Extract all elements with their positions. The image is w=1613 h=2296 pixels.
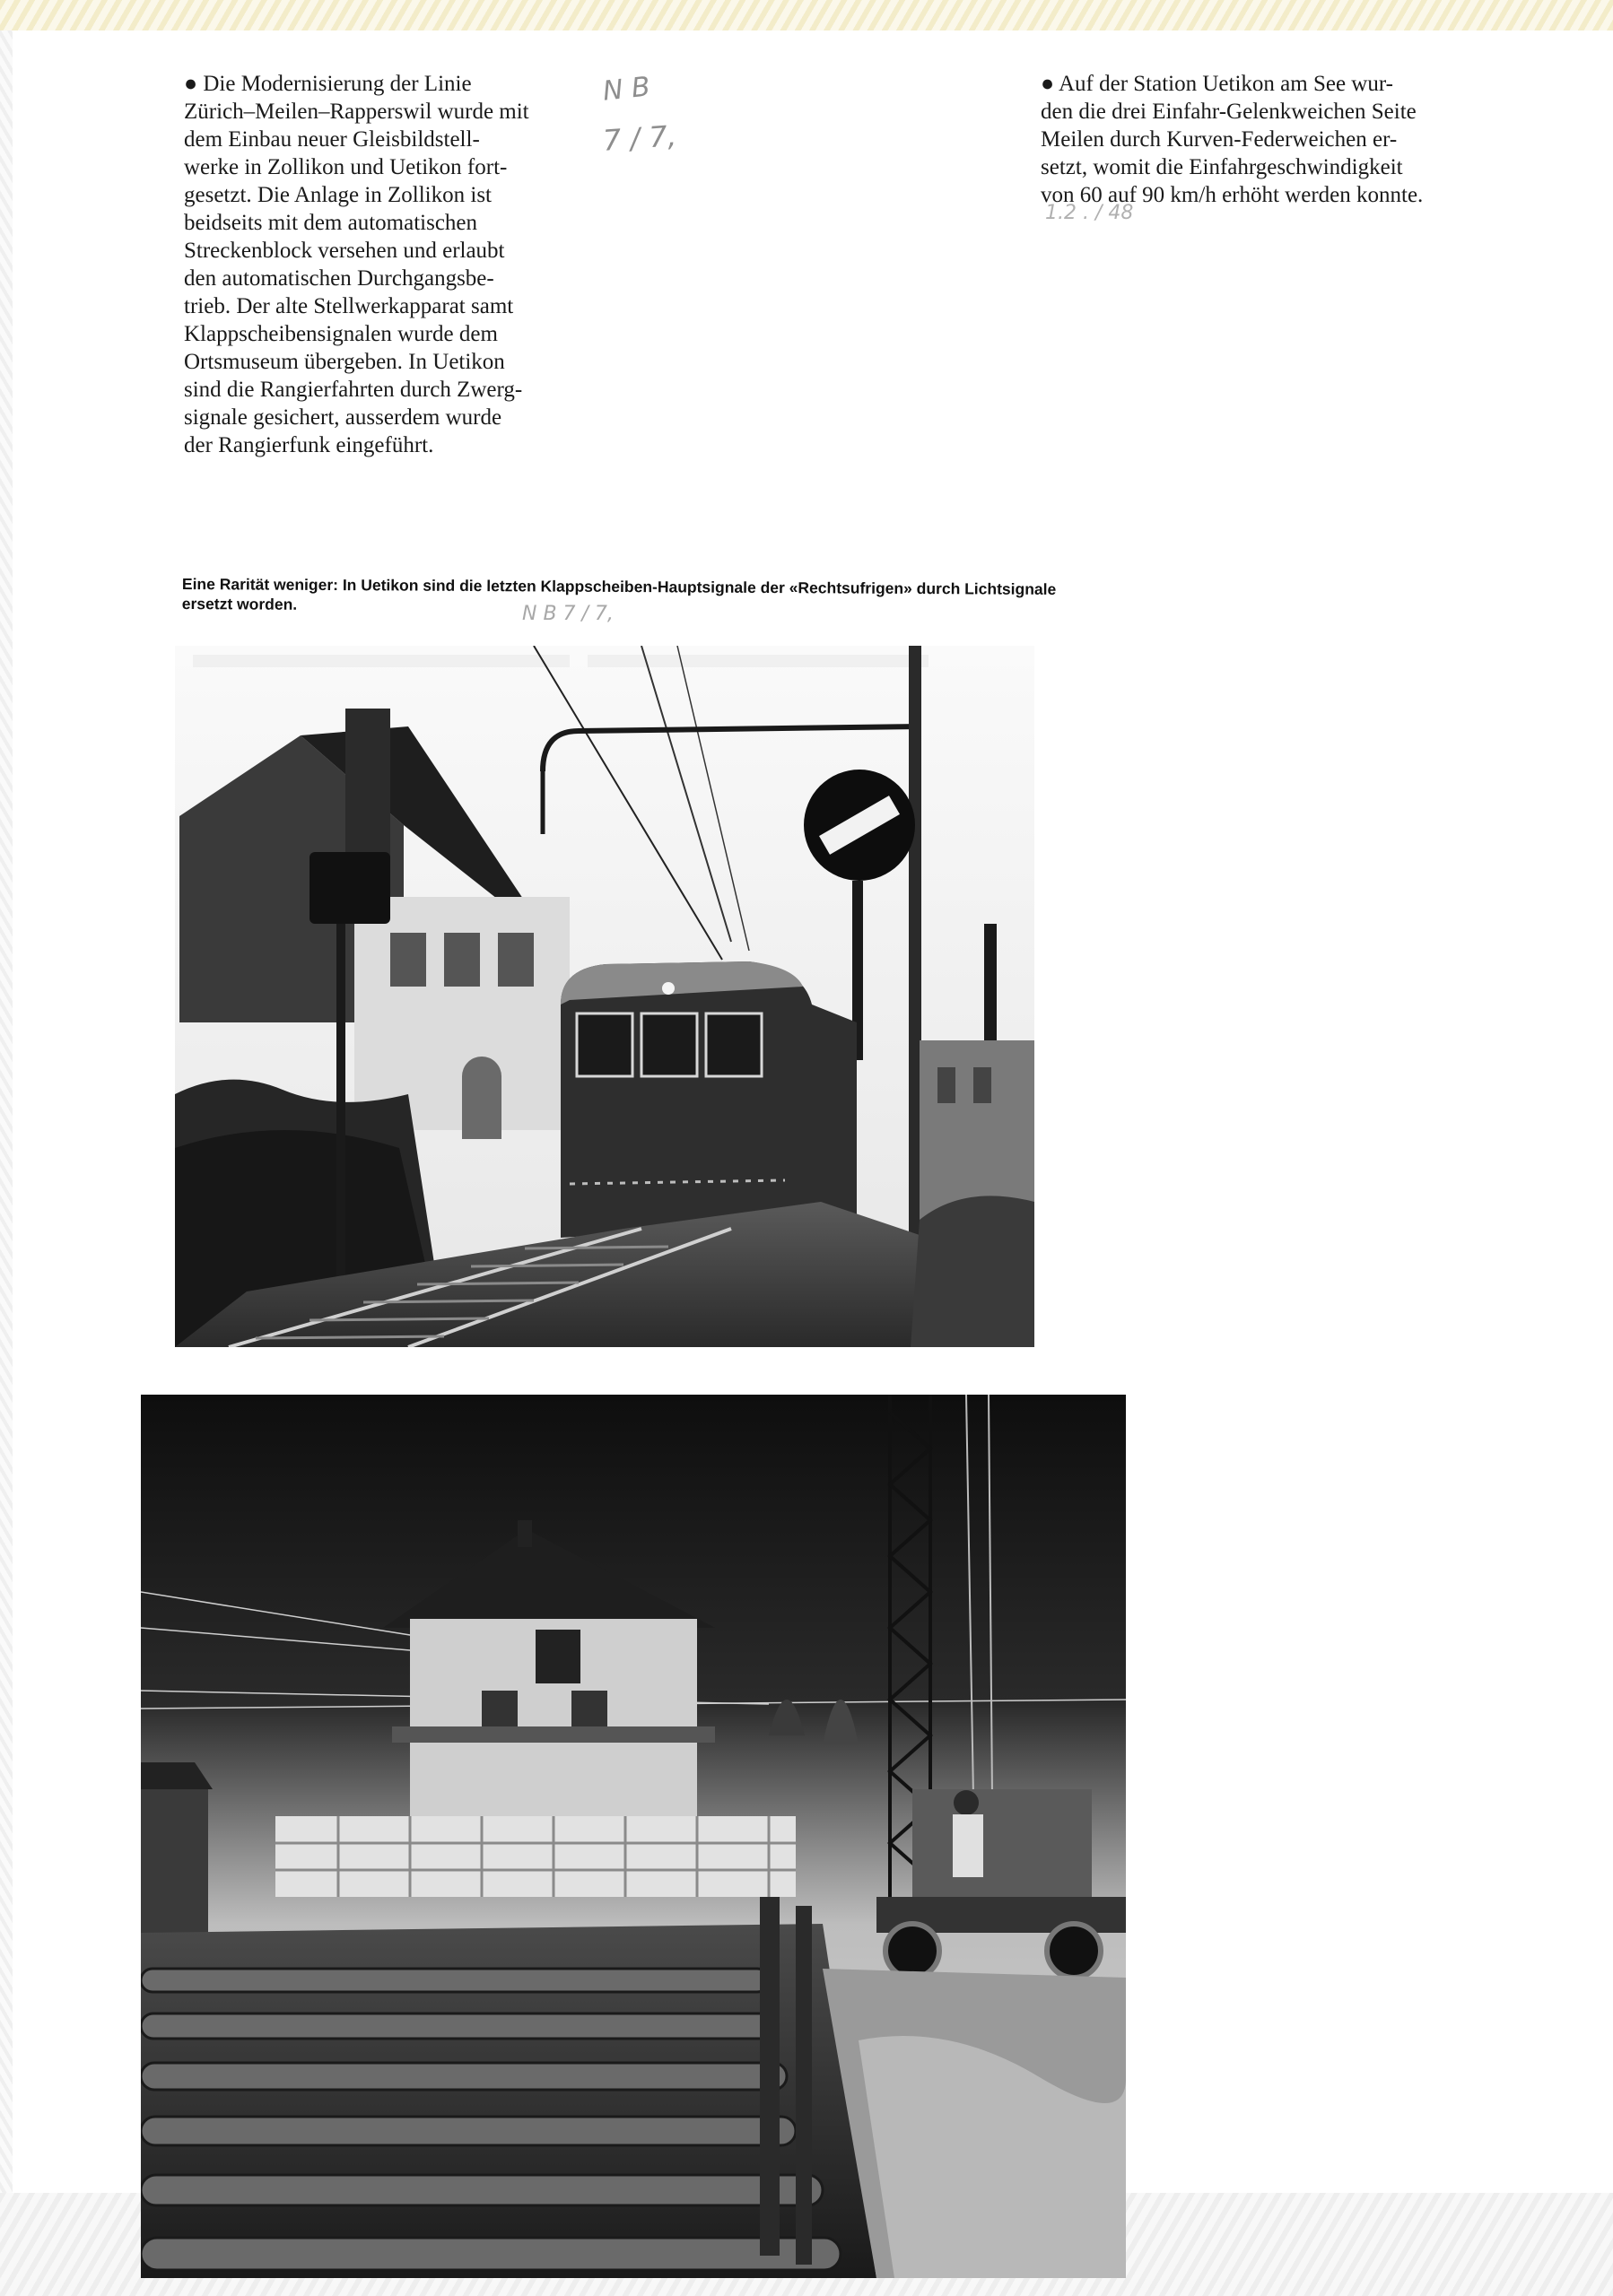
train-signal-photo (175, 646, 1034, 1347)
train-signal-photo-image (175, 646, 1034, 1347)
handwritten-note: 7 / 7, (601, 118, 678, 158)
handwritten-note: 1.2 . / 48 (1045, 202, 1134, 224)
station-construction-photo (141, 1395, 1126, 2278)
scan-border-top (0, 0, 1613, 30)
photo-caption: Eine Rarität weniger: In Uetikon sind die letzten Klappscheiben-Hauptsignale der «Rechtsufrigen» durch Lichtsignale ersetzt worden. (181, 575, 1057, 613)
handwritten-note: N B (601, 71, 652, 108)
station-construction-photo-image (141, 1395, 1126, 2278)
article-right-column: ● Auf der Station Uetikon am See wur- den die drei Einfahr-Gelenkweichen Seite Meilen durch Kurven-Federweichen er- setzt, womit die Einfahrgeschwindigkeit von 60 auf 90 km/h erhöht werden konnte. (1041, 72, 1424, 207)
article-left-column: ● Die Modernisierung der Linie Zürich–Meilen–Rapperswil wurde mit dem Einbau neuer Gleisbildstell- werke in Zollikon und Uetikon fort- gesetzt. Die Anlage in Zollikon ist beidseits mit dem automatischen Streckenblock versehen und erlaubt den automatischen Durchgangsbe- trieb. Der alte Stellwerkapparat samt Klappscheibensignalen wurde dem Ortsmuseum übergeben. In Uetikon sind die Rangierfahrten durch Zwerg- signale gesichert, ausserdem wurde der Rangierfunk eingeführt. (184, 72, 529, 457)
handwritten-note: N B 7 / 7, (522, 603, 614, 625)
scan-border-left (0, 30, 13, 2296)
